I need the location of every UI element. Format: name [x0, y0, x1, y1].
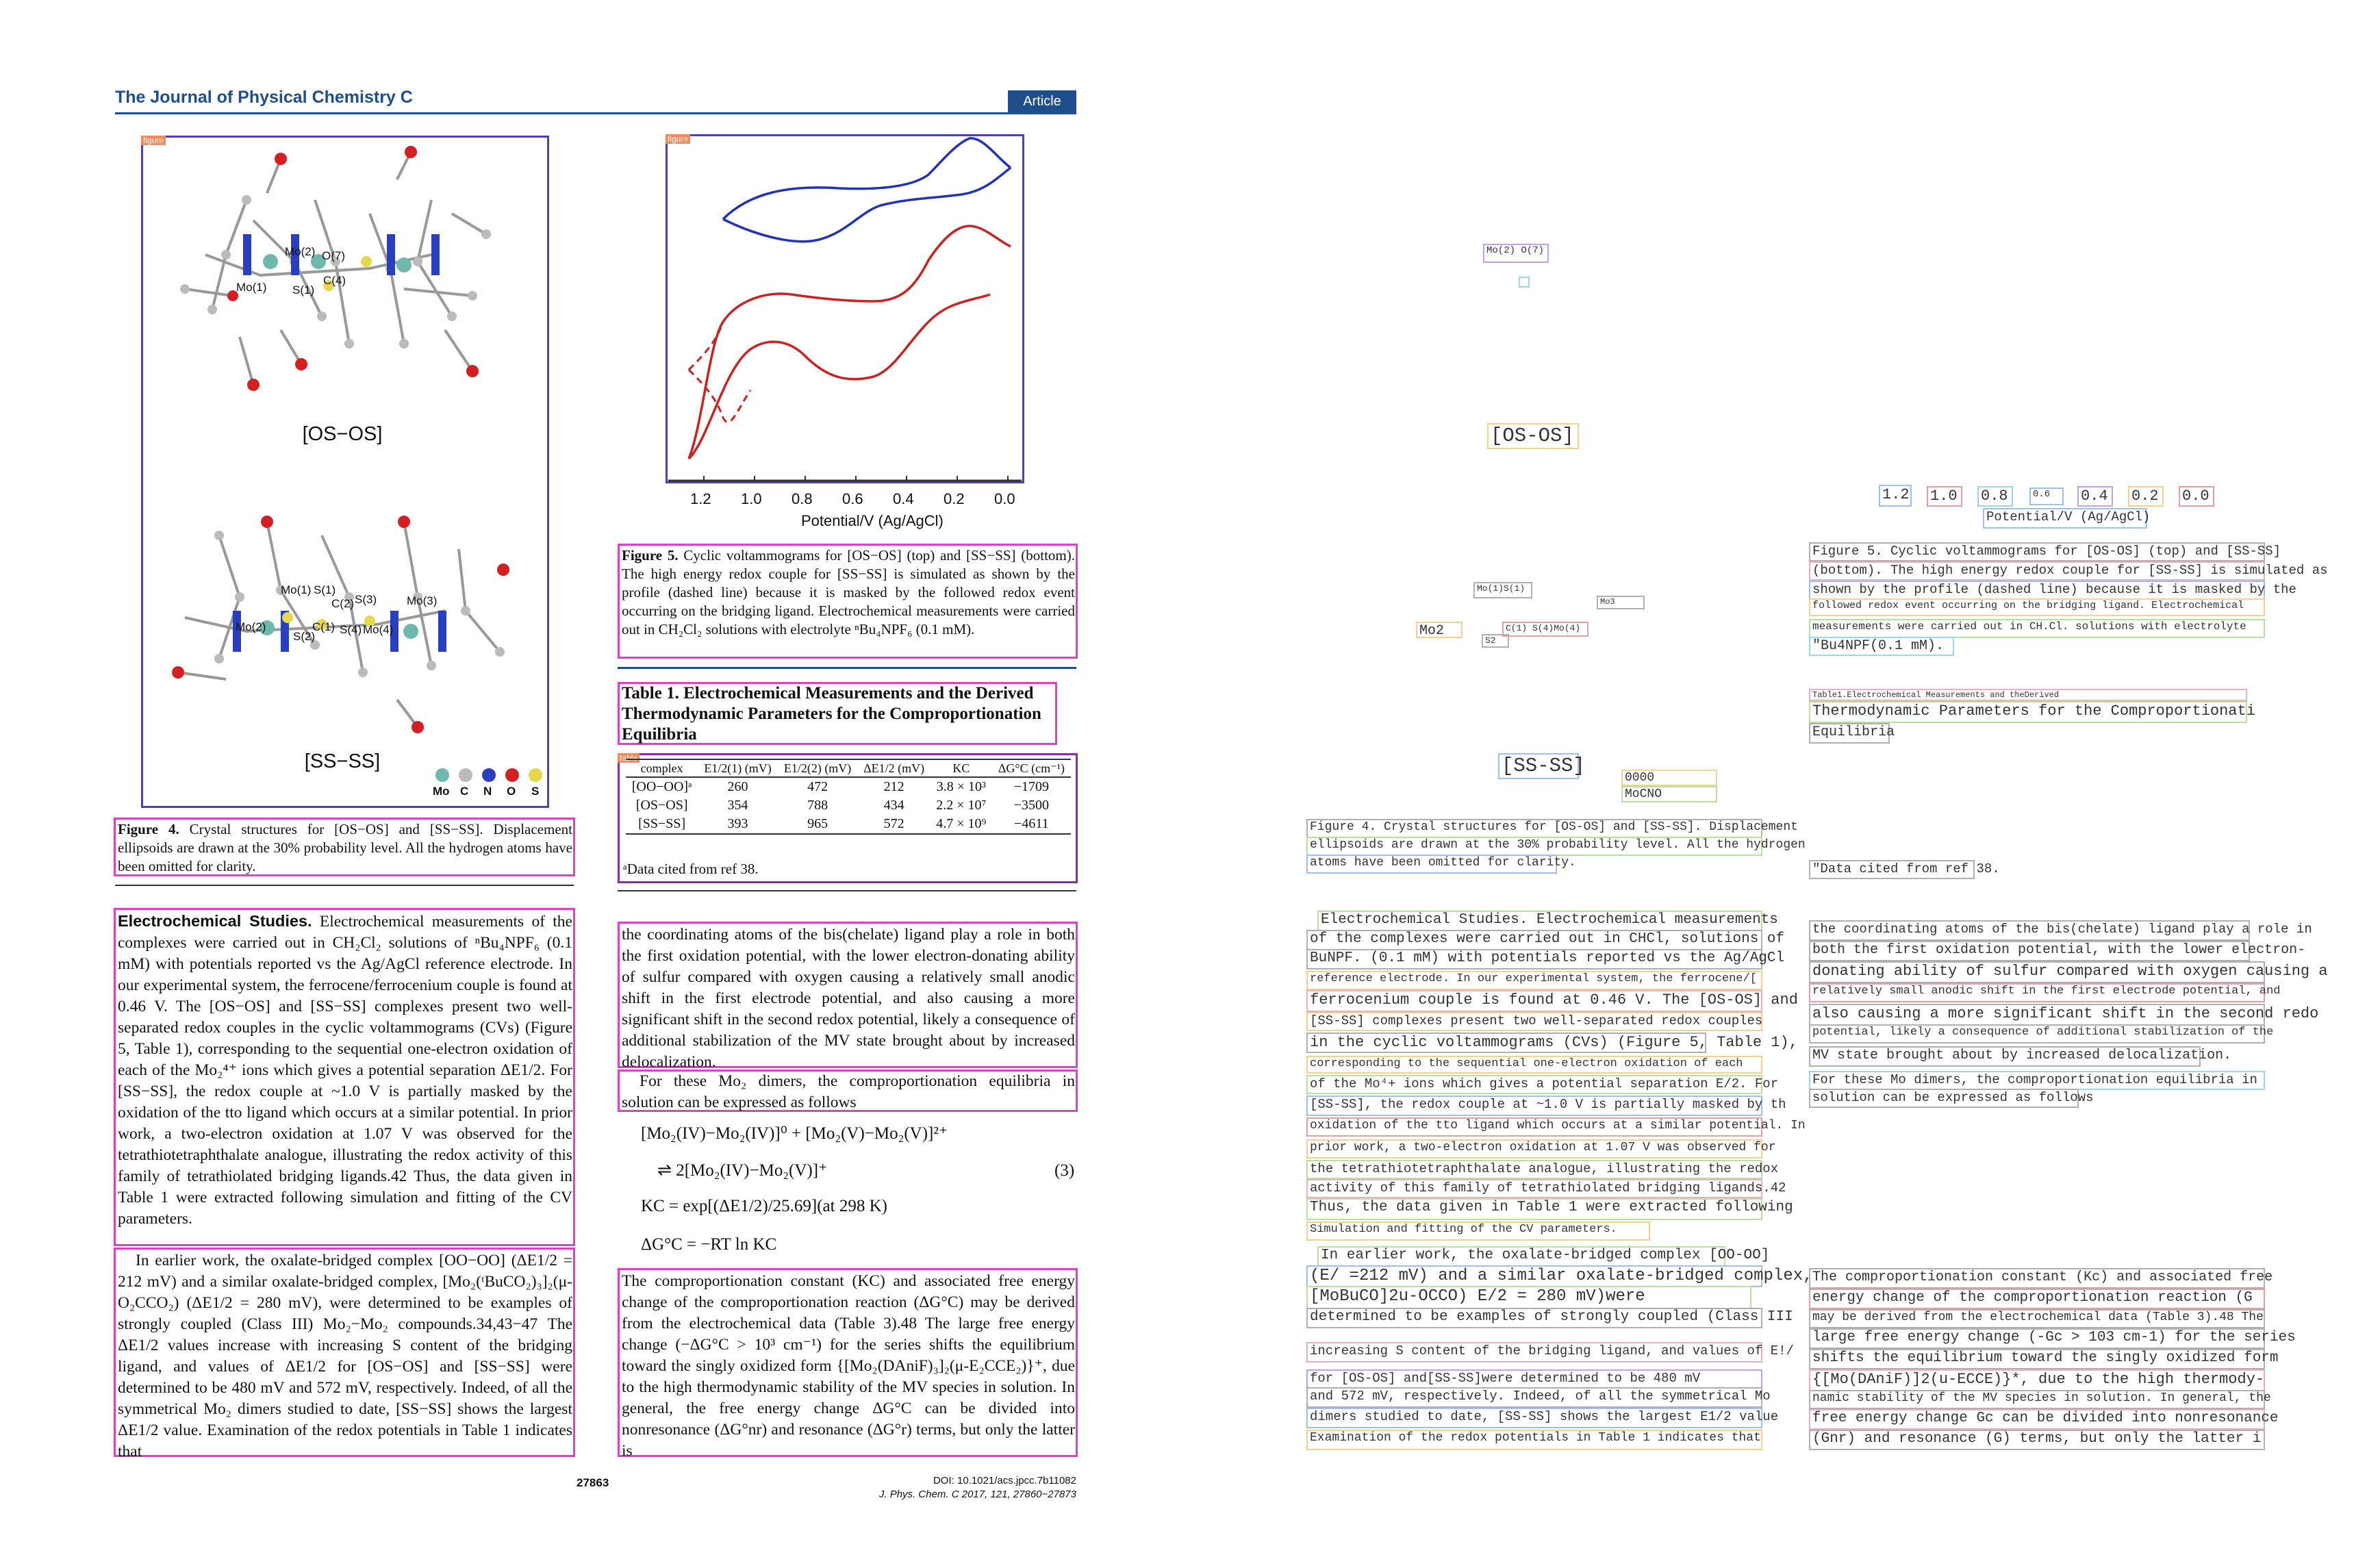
ocr-left-line-15: Thus, the data given in Table 1 were extracted following	[1306, 1198, 1762, 1220]
figure4-caption-lead: Figure 4.	[118, 821, 179, 837]
table-cell: 3.8 × 10³	[936, 779, 986, 794]
figure5-caption-text: Cyclic voltammograms for [OS−OS] (top) and [SS−SS] (bottom). The high energy redox couple for [SS−SS] is simulated as shown by the profile (dashed line) because it is masked by the followed redox event occurring on the bridging ligand. Electrochemical measurements were carried out in CH₂Cl₂ solutions with electrolyte ⁿBu₄NPF₆ (0.1 mM).	[622, 547, 1076, 637]
ocr-tick-2: 1.0	[1927, 486, 1962, 507]
equation-number: (3)	[1054, 1161, 1075, 1180]
figure5-tag: figure	[666, 134, 690, 144]
ocr-ss-c1: C(1) S(4)Mo(4)	[1502, 622, 1588, 637]
ocr-right-line-1: the coordinating atoms of the bis(chelate) ligand play a role in	[1809, 920, 2250, 941]
ocr-left-line-8: corresponding to the sequential one-electron oxidation of each	[1306, 1056, 1762, 1074]
atom-legend-dots	[431, 768, 548, 783]
fig5-tick-4: 0.6	[842, 490, 863, 507]
legend-dot-mo	[435, 768, 449, 782]
right-paragraph-2: For these Mo₂ dimers, the comproportionation equilibria in solution can be expressed as follows	[622, 1072, 1075, 1111]
ocr-ss-s2: S2	[1482, 634, 1509, 648]
ss-label-s2: S(2)	[293, 630, 316, 643]
ss-label-mo3: Mo(3)	[407, 594, 438, 607]
fig5-tick-6: 0.2	[944, 490, 965, 507]
ocr-legend-b: MoCNO	[1621, 786, 1717, 802]
table1-tag: table	[618, 753, 640, 763]
ocr-left-line-2: of the complexes were carried out in CHCl, solutions of	[1306, 930, 1762, 950]
ocr-left-line-11: oxidation of the tto ligand which occurs at a similar potential. In	[1306, 1117, 1762, 1137]
table-header-de: ΔE1/2 (mV)	[857, 759, 931, 777]
ocr-left-line-6: [SS-SS] complexes present two well-separated redox couples	[1306, 1012, 1762, 1031]
ocr-left-line-5: ferrocenium couple is found at 0.46 V. The [OS-OS] and	[1306, 990, 1762, 1012]
legend-dot-c	[459, 768, 472, 782]
ocr-legend-a: 0000	[1621, 770, 1717, 786]
fig5-tick-3: 0.8	[792, 490, 813, 507]
ocr-left-line-3: BuNPF. (0.1 mM) with potentials reported vs the Ag/AgCl	[1306, 949, 1762, 970]
table1-rule	[618, 890, 1076, 891]
ocr-fig5-cap-6: "Bu4NPF(0.1 mM).	[1809, 637, 1954, 656]
table-cell: −4611	[1014, 816, 1049, 831]
article-tag: Article	[1008, 90, 1076, 112]
figure5-rule	[618, 667, 1076, 669]
fig5-xlabel: Potential/V (Ag/AgCl)	[801, 512, 944, 529]
ocr-left-line-19: [MoBuCO]2u-OCCO) E/2 = 280 mV)were	[1306, 1286, 1751, 1309]
ocr-fig4-cap-3: atoms have been omitted for clarity.	[1306, 855, 1557, 874]
legend-label-c: C	[460, 785, 469, 798]
figure4-caption	[118, 820, 572, 876]
citation: J. Phys. Chem. C 2017, 121, 27860−27873	[878, 1489, 1076, 1500]
ocr-right-line-9: solution can be expressed as follows	[1809, 1089, 2079, 1108]
ss-label-c1: C(1)	[312, 620, 336, 633]
table1-title: Table 1. Electrochemical Measurements and the Derived Thermodynamic Parameters for the Comproportionation Equilibria	[622, 684, 1041, 744]
ocr-right-line-4: relatively small anodic shift in the first electrode potential, and	[1809, 983, 2265, 1002]
table-cell: 354	[727, 798, 748, 813]
ocr-ss-label-a: Mo(1)S(1)	[1473, 582, 1532, 598]
journal-title: The Journal of Physical Chemistry C	[115, 88, 413, 107]
left-paragraph-2: In earlier work, the oxalate-bridged complex [OO−OO] (ΔE1/2 = 212 mV) and a similar oxalate-bridged complex, [Mo₂(ᵗBuCO₂)₃]₂(μ-O₂CCO₂) (ΔE1/2 = 280 mV), were determined to be examples of strongly coupled (Class III) Mo₂−Mo₂ compounds.34,43−47 The ΔE1/2 values increase with increasing S content of the bridging ligand, and values of ΔE1/2 for [OS−OS] and [SS−SS] were determined to be 480 mV and 572 mV, respectively. Indeed, of all the symmetrical Mo₂ dimers studied to date, [SS−SS] shows the largest ΔE1/2 value. Examination of the redox potentials in Table 1 indicates that	[118, 1252, 572, 1460]
table-row	[626, 796, 1071, 815]
ocr-fig5-cap-2: (bottom). The high energy redox couple for [SS-SS] is simulated as	[1809, 561, 2265, 581]
ss-label-s3: S(3)	[355, 593, 377, 606]
ss-label-s1: S(1)	[314, 583, 336, 596]
table-header-dg: ΔG°C (cm⁻¹)	[992, 759, 1071, 777]
table-cell: [OS−OS]	[635, 798, 688, 813]
ocr-left-line-25: Examination of the redox potentials in Table 1 indicates that	[1306, 1430, 1762, 1450]
ocr-left-line-17: In earlier work, the oxalate-bridged complex [OO-OO]	[1317, 1246, 1725, 1267]
fig5-tick-1: 1.2	[690, 490, 711, 507]
os-label-mo1: Mo(1)	[236, 281, 267, 294]
fig5-tick-7: 0.0	[994, 490, 1015, 507]
cv-bottom-ss	[689, 226, 1011, 459]
legend-label-n: N	[483, 785, 492, 798]
table-cell: 434	[883, 798, 904, 813]
table-cell: 572	[883, 816, 904, 831]
table1	[626, 759, 1071, 835]
equation-kc: KC = exp[(ΔE1/2)/25.69](at 298 K)	[641, 1197, 887, 1215]
page-number: 27863	[577, 1476, 609, 1489]
table-row	[626, 815, 1071, 834]
ocr-fig4-cap-1: Figure 4. Crystal structures for [OS-OS] and [SS-SS]. Displacement	[1306, 819, 1762, 838]
equation-dg: ΔG°C = −RT ln KC	[641, 1235, 777, 1254]
ocr-left-line-10: [SS-SS], the redox couple at ~1.0 V is partially masked by th	[1306, 1096, 1762, 1116]
ss-label-mo1: Mo(1)	[281, 583, 312, 596]
ocr-tick-3: 0.8	[1977, 486, 2013, 507]
header-rule	[115, 112, 1076, 114]
legend-dot-s	[529, 768, 542, 782]
table-cell: 260	[727, 779, 748, 794]
ocr-left-line-22: for [OS-OS] and[SS-SS]were determined to be 480 mV	[1306, 1369, 1762, 1389]
ocr-left-line-7: in the cyclic voltammograms (CVs) (Figure 5, Table 1),	[1306, 1033, 1706, 1053]
legend-label-s: S	[531, 785, 540, 798]
ocr-left-line-9: of the Mo⁴+ ions which gives a potential separation E/2. For	[1306, 1075, 1762, 1094]
table-cell: [OO−OO]ᵃ	[631, 779, 692, 794]
doi[interactable]: DOI: 10.1021/acs.jpcc.7b11082	[933, 1475, 1076, 1486]
os-label-mo2: Mo(2)	[285, 245, 316, 258]
ocr-table-title-2: Thermodynamic Parameters for the Comproportionati	[1809, 701, 2247, 723]
ocr-left-line-16: Simulation and fitting of the CV parameters.	[1306, 1221, 1650, 1241]
ocr-render-page	[1190, 0, 2380, 1557]
ocr-right-line-17: free energy change Gc can be divided into nonresonance	[1809, 1409, 2265, 1430]
ss-structure-title: [SS−SS]	[304, 750, 381, 772]
table-cell: [SS−SS]	[638, 816, 686, 831]
ocr-right-line-13: large free energy change (-Gc > 103 cm-1) for the series	[1809, 1328, 2265, 1349]
ocr-right-line-18: (Gnr) and resonance (G) terms, but only the latter i	[1809, 1430, 2265, 1450]
ocr-fig5-cap-5: measurements were carried out in CH.Cl. solutions with electrolyte	[1809, 619, 2265, 638]
table-cell: 472	[807, 779, 828, 794]
ocr-left-line-1: Electrochemical Studies. Electrochemical measurements	[1317, 911, 1762, 931]
ocr-right-line-16: namic stability of the MV species in solution. In general, the	[1809, 1390, 2265, 1409]
legend-dot-o	[505, 768, 519, 782]
ocr-table-note: "Data cited from ref 38.	[1809, 860, 1975, 879]
figure5-caption	[622, 546, 1075, 639]
ocr-tick-5: 0.4	[2077, 486, 2113, 507]
ocr-left-line-12: prior work, a two-electron oxidation at 1.07 V was observed for	[1306, 1139, 1762, 1159]
ocr-xlabel: Potential/V (Ag/AgCl)	[1983, 508, 2147, 529]
ocr-fig5-cap-3: shown by the profile (dashed line) because it is masked by the	[1809, 581, 2265, 600]
equation-line-1: [Mo₂(IV)−Mo₂(IV)]⁰ + [Mo₂(V)−Mo₂(V)]²⁺	[641, 1124, 948, 1143]
ocr-right-line-10: The comproportionation constant (Kc) and associated free	[1809, 1268, 2265, 1289]
ocr-right-line-5: also causing a more significant shift in the second redo	[1809, 1004, 2265, 1026]
left-paragraph-1-text: Electrochemical measurements of the complexes were carried out in CH₂Cl₂ solutions of ⁿBu₄NPF₆ (0.1 mM) with potentials reported vs the Ag/AgCl reference electrode. In our experimental system, the ferrocene/ferrocenium couple is found at 0.46 V. The [OS−OS] and [SS−SS] complexes present two well-separated redox couples in the cyclic voltammograms (CVs) (Figure 5, Table 1), corresponding to the sequential one-electron oxidation of each of the Mo₂⁴⁺ ions which gives a potential separation ΔE1/2. For [SS−SS], the redox couple at ~1.0 V is partially masked by the oxidation of the tto ligand which occurs at a similar potential. In prior work, a two-electron oxidation at 1.07 V was observed for the tetrathiotetraphthalate analogue, illustrating the redox activity of this family of tetrathiolated bridging ligands.42 Thus, the data given in Table 1 were extracted following simulation and fitting of the CV parameters.	[118, 913, 572, 1228]
ocr-right-line-7: MV state brought about by increased delocalization.	[1809, 1046, 2201, 1067]
ocr-right-line-6: potential, likely a consequence of additional stabilization of the	[1809, 1024, 2265, 1043]
figure5-caption-lead: Figure 5.	[622, 547, 679, 564]
ocr-os-title: [OS-OS]	[1487, 423, 1579, 449]
figure4-caption-text: Crystal structures for [OS−OS] and [SS−SS]. Displacement ellipsoids are drawn at the 30% probability level. All the hydrogen atoms have been omitted for clarity.	[118, 821, 572, 874]
os-label-s1: S(1)	[292, 283, 315, 296]
figure4-rule	[115, 885, 574, 886]
ocr-left-line-13: the tetrathiotetraphthalate analogue, illustrating the redox	[1306, 1160, 1762, 1179]
figure5-voltammogram	[668, 137, 1024, 534]
ocr-table-title-1: Table1.Electrochemical Measurements and theDerived	[1809, 689, 2247, 701]
os-molecule-drawing	[180, 146, 491, 391]
table-cell: 788	[807, 798, 828, 813]
right-paragraph-3: The comproportionation constant (KC) and associated free energy change of the comproportionation reaction (ΔG°C) may be derived from the electrochemical data (Table 3).48 The large free energy change (−ΔG°C > 10³ cm⁻¹) for the series shifts the equilibrium toward the singly oxidized form {[Mo₂(DAniF)₃]₂(μ-E₂CCE₂)}⁺, due to the high thermodynamic stability of the MV species in solution. In general, the free energy change ΔG°C can be divided into nonresonance (ΔG°nr) and resonance (ΔG°r) terms, but only the latter is	[622, 1272, 1075, 1460]
right-paragraph-1: the coordinating atoms of the bis(chelate) ligand play a role in both the first oxidation potential, with the lower electron-donating ability of sulfur compared with oxygen causing a relatively small anodic shift in the first electrode potential, and also causing a more significant shift in the second redox potential, likely a consequence of additional stabilization of the MV state brought about by increased delocalization.	[622, 926, 1075, 1071]
figure4-structures	[144, 138, 546, 806]
table-row	[626, 777, 1071, 796]
ocr-right-line-2: both the first oxidation potential, with the lower electron-	[1809, 941, 2250, 961]
ocr-left-line-14: activity of this family of tetrathiolated bridging ligands.42	[1306, 1179, 1762, 1198]
ss-label-c2: C(2)	[331, 597, 355, 610]
ocr-table-title-3: Equilibria	[1809, 723, 1890, 744]
os-label-o7: O(7)	[322, 249, 345, 262]
equation-line-2: ⇌ 2[Mo₂(IV)−Mo₂(V)]⁺	[657, 1161, 828, 1180]
ocr-tick-1: 1.2	[1879, 485, 1912, 507]
ocr-fig5-cap-4: followed redox event occurring on the bridging ligand. Electrochemical	[1809, 598, 2265, 616]
table-cell: 965	[807, 816, 828, 831]
ocr-tick-4: 0.6	[2029, 488, 2064, 505]
table-cell: 393	[727, 816, 748, 831]
ocr-ss-mo2: Mo2	[1416, 622, 1463, 638]
section-heading: Electrochemical Studies.	[118, 912, 312, 930]
os-label-c4: C(4)	[323, 274, 346, 287]
table-cell: −3500	[1013, 798, 1050, 813]
ocr-fig4-cap-2: ellipsoids are drawn at the 30% probability level. All the hydrogen	[1306, 837, 1762, 856]
fig5-tick-5: 0.4	[893, 490, 914, 507]
ocr-right-line-15: {[Mo(DAniF)]2(u-ECCE)}*, due to the high thermody-	[1809, 1369, 2265, 1391]
fig5-tick-2: 1.0	[741, 490, 762, 507]
ocr-left-line-24: dimers studied to date, [SS-SS] shows the largest E1/2 value	[1306, 1408, 1762, 1428]
ocr-fig-label-a: Mo(2) O(7)	[1483, 244, 1549, 263]
ss-label-mo4: Mo(4)	[363, 623, 394, 636]
ss-label-mo2: Mo(2)	[236, 620, 266, 633]
ocr-right-line-12: may be derived from the electrochemical data (Table 3).48 The	[1809, 1309, 2265, 1328]
table-cell: 4.7 × 10⁹	[936, 816, 987, 831]
table-cell: −1709	[1013, 779, 1050, 794]
legend-dot-n	[482, 768, 496, 782]
table-header-complex: complex	[626, 759, 698, 777]
ocr-ss-title: [SS-SS]	[1498, 753, 1579, 779]
ocr-tick-7: 0.0	[2179, 486, 2214, 507]
cv-simulated-dashed	[689, 322, 750, 422]
ocr-right-line-11: energy change of the comproportionation reaction (G	[1809, 1289, 2265, 1309]
figure4-tag: figure	[141, 136, 166, 145]
legend-label-o: O	[507, 785, 516, 798]
ocr-left-line-20: determined to be examples of strongly coupled (Class III	[1306, 1308, 1762, 1328]
legend-label-mo: Mo	[433, 785, 450, 798]
table-header-e2: E1/2(2) (mV)	[778, 759, 858, 777]
left-paragraph-1	[118, 911, 572, 1230]
table1-footnote: ᵃData cited from ref 38.	[623, 861, 759, 877]
ocr-left-line-4: reference electrode. In our experimental system, the ferrocene/[	[1306, 971, 1762, 990]
ss-label-s4: S(4)	[340, 623, 362, 636]
ocr-right-line-8: For these Mo dimers, the comproportionation equilibria in	[1809, 1071, 2265, 1090]
ocr-left-line-18: (E/ =212 mV) and a similar oxalate-bridged complex,	[1306, 1265, 1762, 1287]
os-structure-title: [OS−OS]	[302, 423, 383, 445]
ocr-ss-label-b: Mo3	[1597, 596, 1645, 609]
ocr-right-line-14: shifts the equilibrium toward the singly oxidized form	[1809, 1349, 2265, 1369]
table-cell: 212	[883, 779, 904, 794]
table-header-kc: KC	[931, 759, 992, 777]
ocr-tick-6: 0.2	[2128, 486, 2164, 507]
table-cell: 2.2 × 10⁷	[936, 798, 987, 813]
table-header-e1: E1/2(1) (mV)	[698, 759, 778, 777]
ocr-fig-mark	[1519, 277, 1530, 288]
ocr-left-line-21: increasing S content of the bridging ligand, and values of E!/	[1306, 1342, 1762, 1363]
ocr-left-line-23: and 572 mV, respectively. Indeed, of all the symmetrical Mo	[1306, 1387, 1762, 1408]
ocr-fig5-cap-1: Figure 5. Cyclic voltammograms for [OS-OS] (top) and [SS-SS]	[1809, 542, 2265, 561]
ocr-right-line-3: donating ability of sulfur compared with oxygen causing a	[1809, 961, 2265, 983]
